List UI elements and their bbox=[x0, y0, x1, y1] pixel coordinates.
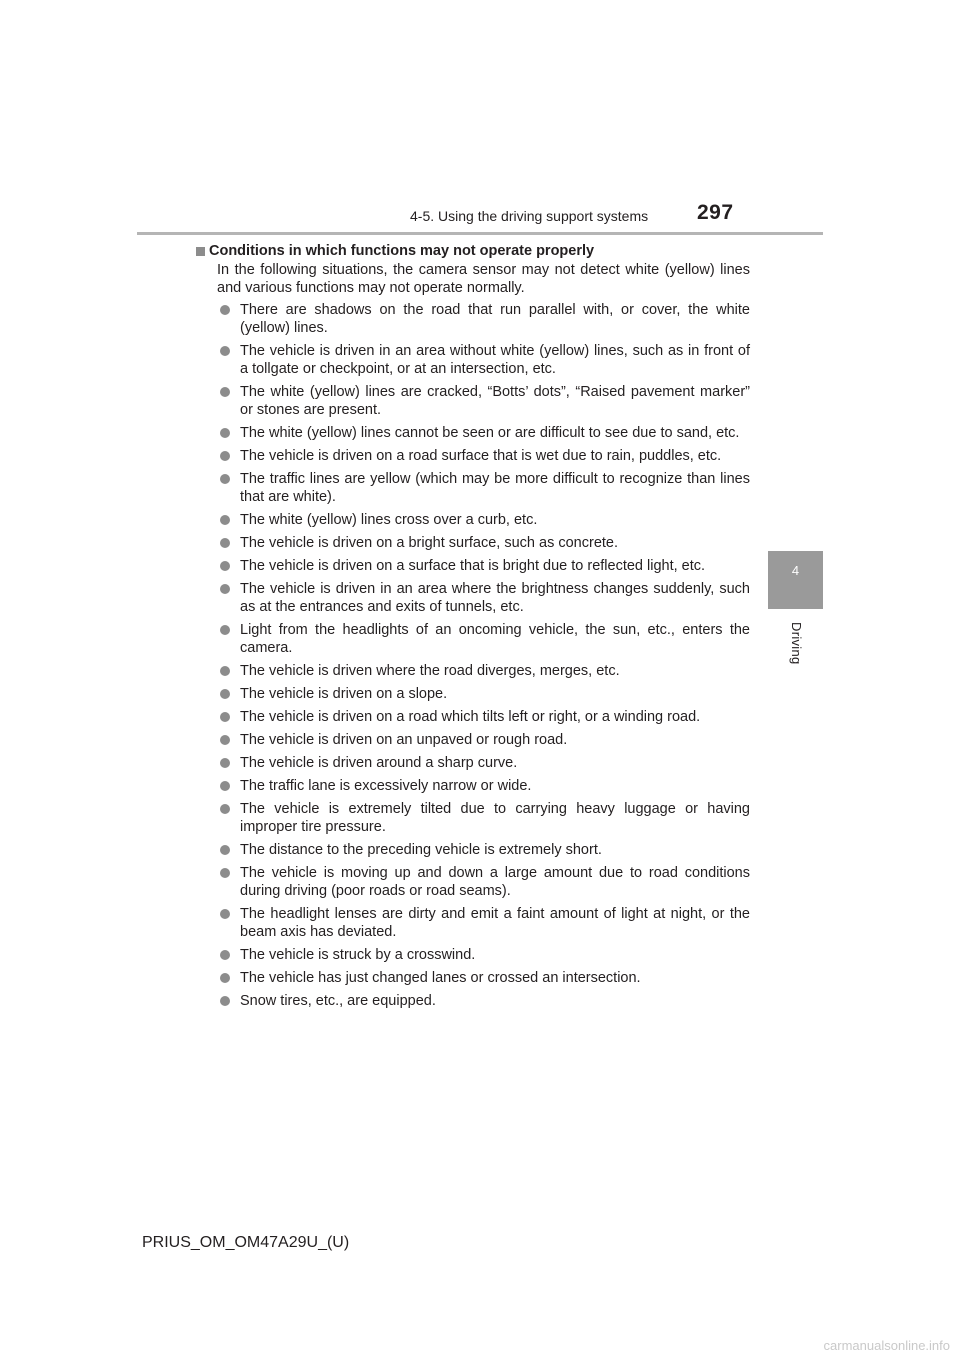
list-item bbox=[220, 946, 750, 964]
list-item-text: The vehicle has just changed lanes or crossed an intersection. bbox=[240, 970, 641, 986]
list-item-text: The white (yellow) lines cannot be seen or are difficult to see due to sand, etc. bbox=[240, 425, 740, 441]
list-item-text: The vehicle is driven on a surface that is bright due to reflected light, etc. bbox=[240, 558, 706, 574]
list-item bbox=[220, 534, 750, 552]
list-item-text: Light from the headlights of an oncoming vehicle, the sun, etc., enters the camera. bbox=[240, 622, 750, 656]
list-item-text: The vehicle is driven in an area where the brightness changes suddenly, such as at the entrances and exits of tunnels, etc. bbox=[240, 581, 750, 615]
round-bullet-icon bbox=[220, 712, 230, 722]
round-bullet-icon bbox=[220, 625, 230, 635]
list-item-text: There are shadows on the road that run parallel with, or cover, the white (yellow) lines. bbox=[240, 302, 750, 336]
list-item-text: The vehicle is driven on a road surface that is wet due to rain, puddles, etc. bbox=[240, 448, 722, 464]
list-item bbox=[220, 662, 750, 680]
round-bullet-icon bbox=[220, 804, 230, 814]
round-bullet-icon bbox=[220, 758, 230, 768]
list-item bbox=[220, 905, 750, 941]
list-item bbox=[220, 800, 750, 836]
round-bullet-icon bbox=[220, 909, 230, 919]
list-item bbox=[220, 754, 750, 772]
list-item-text: The white (yellow) lines cross over a curb, etc. bbox=[240, 512, 538, 528]
list-item-text: The vehicle is driven on a slope. bbox=[240, 686, 448, 702]
list-item bbox=[220, 841, 750, 859]
list-item-text: The vehicle is extremely tilted due to carrying heavy luggage or having improper tire pressure. bbox=[240, 801, 750, 835]
round-bullet-icon bbox=[220, 387, 230, 397]
list-item bbox=[220, 424, 750, 442]
round-bullet-icon bbox=[220, 845, 230, 855]
section-intro: In the following situations, the camera sensor may not detect white (yellow) lines and various functions may not operate normally. bbox=[217, 262, 750, 296]
list-item bbox=[220, 301, 750, 337]
list-item-text: The distance to the preceding vehicle is extremely short. bbox=[240, 842, 602, 858]
list-item-text: The white (yellow) lines are cracked, “Botts’ dots”, “Raised pavement marker” or stones are present. bbox=[240, 384, 750, 418]
round-bullet-icon bbox=[220, 735, 230, 745]
list-item bbox=[220, 864, 750, 900]
list-item-text: The vehicle is driven where the road diverges, merges, etc. bbox=[240, 663, 620, 679]
list-item bbox=[220, 447, 750, 465]
list-item bbox=[220, 731, 750, 749]
list-item bbox=[220, 969, 750, 987]
list-item bbox=[220, 992, 750, 1010]
round-bullet-icon bbox=[220, 689, 230, 699]
round-bullet-icon bbox=[220, 538, 230, 548]
header-divider bbox=[137, 232, 823, 235]
chapter-number: 4 bbox=[791, 563, 800, 578]
list-item-text: The vehicle is struck by a crosswind. bbox=[240, 947, 476, 963]
round-bullet-icon bbox=[220, 346, 230, 356]
list-item-text: The vehicle is driven around a sharp curve. bbox=[240, 755, 518, 771]
list-item bbox=[220, 557, 750, 575]
section-heading-text: Conditions in which functions may not operate properly bbox=[209, 243, 595, 259]
list-item bbox=[220, 342, 750, 378]
main-content bbox=[209, 242, 750, 1015]
document-code: PRIUS_OM_OM47A29U_(U) bbox=[142, 1234, 350, 1251]
round-bullet-icon bbox=[220, 973, 230, 983]
round-bullet-icon bbox=[220, 996, 230, 1006]
round-bullet-icon bbox=[220, 781, 230, 791]
list-item-text: The vehicle is driven in an area without white (yellow) lines, such as in front of a tollgate or checkpoint, or at an intersection, etc. bbox=[240, 343, 750, 377]
list-item bbox=[220, 383, 750, 419]
section-heading bbox=[196, 242, 750, 260]
list-item-text: Snow tires, etc., are equipped. bbox=[240, 993, 436, 1009]
list-item-text: The traffic lane is excessively narrow or wide. bbox=[240, 778, 532, 794]
list-item bbox=[220, 708, 750, 726]
list-item-text: The vehicle is moving up and down a large amount due to road conditions during driving (poor roads or road seams). bbox=[240, 865, 750, 899]
round-bullet-icon bbox=[220, 584, 230, 594]
list-item bbox=[220, 685, 750, 703]
round-bullet-icon bbox=[220, 666, 230, 676]
square-bullet-icon bbox=[196, 247, 205, 256]
list-item-text: The vehicle is driven on an unpaved or rough road. bbox=[240, 732, 568, 748]
list-item-text: The vehicle is driven on a bright surface, such as concrete. bbox=[240, 535, 618, 551]
list-item bbox=[220, 621, 750, 657]
list-item bbox=[220, 470, 750, 506]
chapter-tab bbox=[768, 551, 823, 609]
list-item-text: The vehicle is driven on a road which tilts left or right, or a winding road. bbox=[240, 709, 701, 725]
list-item-text: The traffic lines are yellow (which may be more difficult to recognize than lines that are white). bbox=[240, 471, 750, 505]
header-section-title: 4-5. Using the driving support systems bbox=[410, 208, 649, 224]
round-bullet-icon bbox=[220, 451, 230, 461]
round-bullet-icon bbox=[220, 561, 230, 571]
condition-list bbox=[209, 301, 750, 1010]
page-number: 297 bbox=[697, 201, 734, 224]
list-item bbox=[220, 580, 750, 616]
list-item-text: The headlight lenses are dirty and emit a faint amount of light at night, or the beam axis has deviated. bbox=[240, 906, 750, 940]
round-bullet-icon bbox=[220, 515, 230, 525]
list-item bbox=[220, 777, 750, 795]
round-bullet-icon bbox=[220, 305, 230, 315]
list-item bbox=[220, 511, 750, 529]
chapter-label: Driving bbox=[789, 622, 804, 665]
round-bullet-icon bbox=[220, 950, 230, 960]
watermark: carmanualsonline.info bbox=[823, 1338, 950, 1353]
round-bullet-icon bbox=[220, 474, 230, 484]
round-bullet-icon bbox=[220, 428, 230, 438]
round-bullet-icon bbox=[220, 868, 230, 878]
